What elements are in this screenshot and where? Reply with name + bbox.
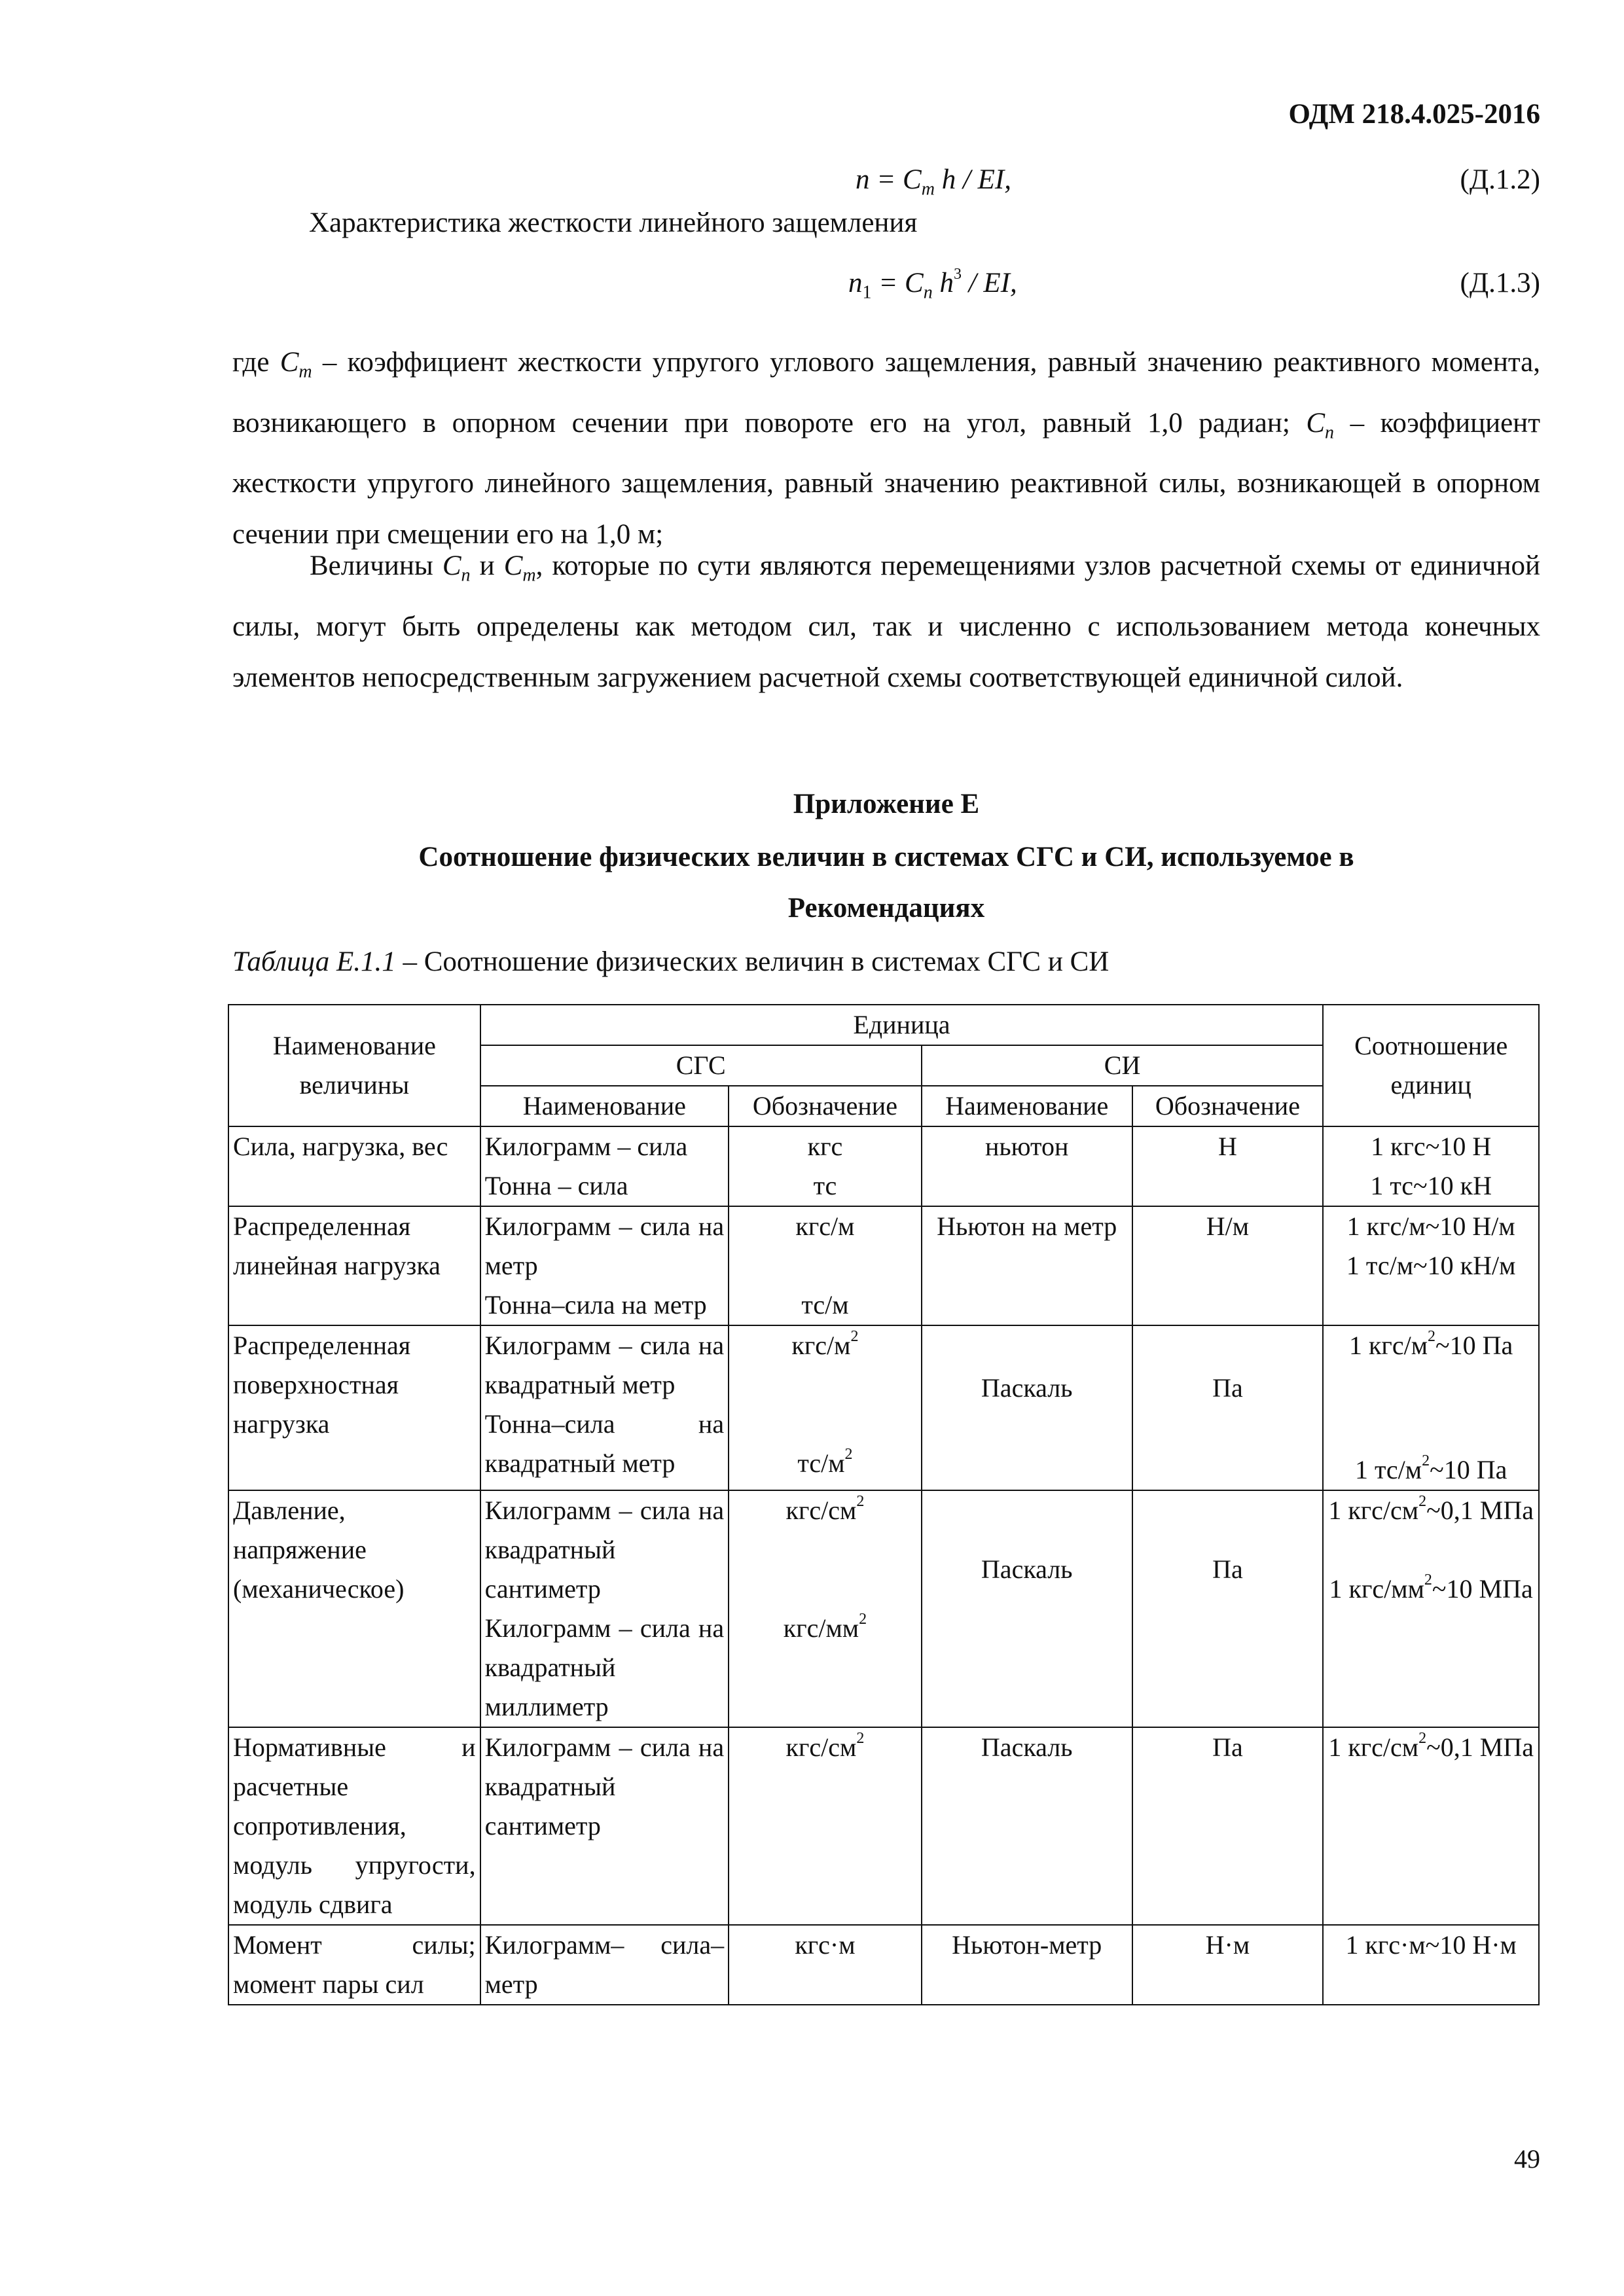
unit-ratio: 1 кгс~10 Н 1 тс~10 кН (1323, 1126, 1539, 1206)
table-row (228, 1325, 1539, 1490)
appendix-subtitle-line2: Рекомендациях (787, 893, 985, 924)
header-cgs: СГС (480, 1045, 922, 1086)
cgs-unit-symbol: кгс/м тс/м (729, 1206, 922, 1325)
quantity-name: Сила, нагрузка, вес (228, 1126, 480, 1206)
header-si: СИ (922, 1045, 1324, 1086)
quantity-name: Нормативные и расчетные сопротивления, модуль упругости, модуль сдвига (228, 1727, 480, 1925)
cgs-unit-symbol: кгс/$см^2$ кгс/$мм^2$ (729, 1490, 922, 1727)
si-unit-name: ньютон (922, 1126, 1132, 1206)
table-row (228, 1490, 1539, 1727)
quantity-name: Давление, напряжение (механическое) (228, 1490, 480, 1727)
table-row (228, 1727, 1539, 1925)
lead-text: Характеристика жесткости линейного защемления (309, 207, 918, 238)
si-unit-name: Паскаль (922, 1727, 1132, 1925)
header-quantity-name: Наименование величины (228, 1005, 480, 1126)
si-unit-name: Паскаль (922, 1325, 1132, 1490)
page-number: 49 (1514, 2144, 1540, 2174)
table-row (228, 1126, 1539, 1206)
formula-d-1-3: $n_1 = C_n$ $h^3$ / EI, (848, 266, 1017, 303)
unit-ratio: 1 кгс·м~10 Н·м (1323, 1925, 1539, 2005)
table-caption: Таблица Е.1.1 – Соотношение физических величин в системах СГС и СИ (232, 946, 1110, 977)
cgs-unit-symbol: кгс/$м^2$ $тс/м^2$ (729, 1325, 922, 1490)
equation-number-d-1-2: (Д.1.2) (1460, 164, 1540, 195)
header-cgs-symbol: Обозначение (729, 1086, 922, 1126)
quantity-name: Момент силы; момент пары сил (228, 1925, 480, 2005)
units-conversion-table (228, 1004, 1540, 2005)
appendix-title: Приложение Е (793, 789, 980, 819)
appendix-subtitle-line1: Соотношение физических величин в системах СГС и СИ, используемое в (418, 842, 1354, 872)
cgs-unit-symbol: кгс/$см^2$ (729, 1727, 922, 1925)
header-unit: Единица (480, 1005, 1324, 1045)
si-unit-name: Ньютон-метр (922, 1925, 1132, 2005)
quantity-name: Распределенная линейная нагрузка (228, 1206, 480, 1325)
header-cgs-name: Наименование (480, 1086, 729, 1126)
cgs-unit-name: Килограмм – сила на метр Тонна–сила на метр (480, 1206, 729, 1325)
header-si-symbol: Обозначение (1132, 1086, 1324, 1126)
cgs-unit-symbol: кгс тс (729, 1126, 922, 1206)
si-unit-symbol: Н (1132, 1126, 1324, 1206)
cgs-unit-name: Килограмм– сила–метр (480, 1925, 729, 2005)
si-unit-symbol: Н/м (1132, 1206, 1324, 1325)
cgs-unit-name: Килограмм – сила на квадратный сантиметр (480, 1727, 729, 1925)
cgs-unit-name: Килограмм – сила на квадратный сантиметр Килограмм – сила на квадратный миллиметр (480, 1490, 729, 1727)
table-row (228, 1206, 1539, 1325)
table-row (228, 1925, 1539, 2005)
cgs-unit-symbol: кгс·м (729, 1925, 922, 2005)
si-unit-symbol: Н·м (1132, 1925, 1324, 2005)
document-code: ОДМ 218.4.025-2016 (1288, 99, 1540, 130)
unit-ratio: 1 кгс/$м^2\sim 10$ Па 1 $тс/м^2\sim 10$ Па (1323, 1325, 1539, 1490)
paragraph-definitions: где $C_m$ – коэффициент жесткости упругого углового защемления, равный значению реактивного момента, возникающего в опорном сечении при повороте его на угол, равный 1,0 радиан; $C_n$ – коэффициент жесткости упругого линейного защемления, равный значению реактивной силы, возникающей в опорном сечении при смещении его на 1,0 м; (232, 347, 1541, 550)
cgs-unit-name: Килограмм – сила на квадратный метр Тонна–сила на квадратный метр (480, 1325, 729, 1490)
si-unit-name: Паскаль (922, 1490, 1132, 1727)
si-unit-symbol: Па (1132, 1325, 1324, 1490)
cgs-unit-name: Килограмм – сила Тонна – сила (480, 1126, 729, 1206)
equation-number-d-1-3: (Д.1.3) (1460, 268, 1540, 298)
si-unit-name: Ньютон на метр (922, 1206, 1132, 1325)
unit-ratio: 1 кгс/м~10 Н/м 1 тс/м~10 кН/м (1323, 1206, 1539, 1325)
si-unit-symbol: Па (1132, 1727, 1324, 1925)
header-si-name: Наименование (922, 1086, 1132, 1126)
header-ratio: Соотношение единиц (1323, 1005, 1539, 1126)
quantity-name: Распределенная поверхностная нагрузка (228, 1325, 480, 1490)
unit-ratio: 1 кгс/$см^2\sim 0,1$ МПа 1 кгс/$мм^2\sim 10$ МПа (1323, 1490, 1539, 1727)
unit-ratio: 1 кгс/$см^2\sim 0,1$ МПа (1323, 1727, 1539, 1925)
formula-d-1-2: $n = C_m$ h / EI, (856, 164, 1011, 200)
paragraph-values: Величины $C_n$ и $C_m$, которые по сути являются перемещениями узлов расчетной схемы от единичной силы, могут быть определены как методом сил, так и численно с использованием метода конечных элементов непосредственным загружением расчетной схемы соответствующей единичной силой. (232, 550, 1541, 693)
si-unit-symbol: Па (1132, 1490, 1324, 1727)
